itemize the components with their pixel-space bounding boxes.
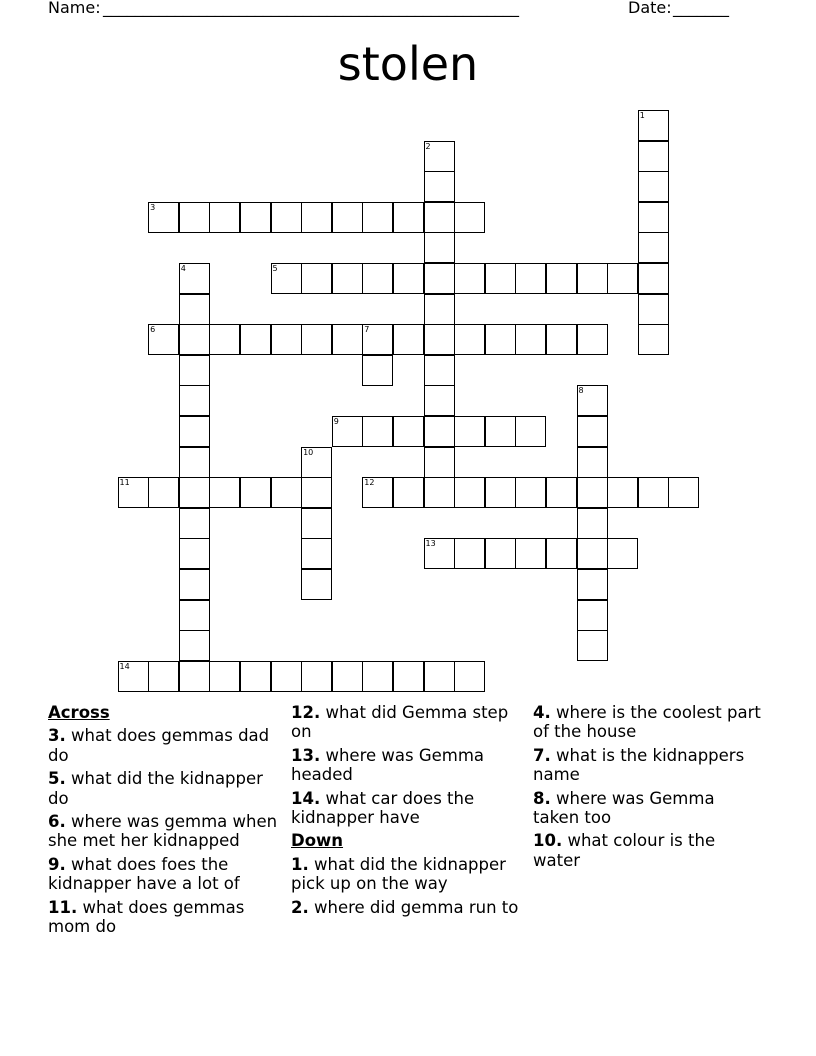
grid-cell[interactable]: [332, 263, 363, 294]
cell-number: 4: [180, 264, 186, 273]
grid-cell[interactable]: [515, 538, 546, 569]
grid-cell[interactable]: [209, 202, 240, 233]
cell-number: 14: [119, 661, 130, 671]
grid-cell[interactable]: [393, 477, 424, 508]
grid-cell[interactable]: [638, 477, 669, 508]
grid-cell[interactable]: [179, 600, 210, 631]
clue-number: 9.: [48, 854, 66, 874]
clue-text: what did Gemma step on: [291, 703, 509, 742]
clue-number: 11.: [48, 897, 78, 917]
clue-across-6: [48, 812, 280, 851]
date-label: Date:: [628, 0, 672, 17]
grid-cell[interactable]: [577, 538, 608, 569]
clue-text: where is the coolest part of the house: [533, 703, 761, 742]
grid-cell[interactable]: [301, 538, 332, 569]
grid-cell[interactable]: [240, 202, 271, 233]
grid-cell[interactable]: [424, 141, 455, 172]
grid-cell[interactable]: [148, 661, 179, 692]
grid-cell[interactable]: [271, 477, 302, 508]
clue-number: 3.: [48, 726, 66, 746]
clue-number: 1.: [291, 854, 309, 874]
grid-cell[interactable]: [393, 263, 424, 294]
grid-cell[interactable]: [209, 661, 240, 692]
clue-text: what does gemmas dad do: [48, 726, 270, 765]
grid-cell[interactable]: [546, 538, 577, 569]
clue-number: 13.: [291, 745, 321, 765]
clue-down-10: [533, 831, 765, 870]
grid-cell[interactable]: [362, 324, 393, 355]
grid-cell[interactable]: [485, 477, 516, 508]
grid-cell[interactable]: [179, 416, 210, 447]
grid-cell[interactable]: [362, 263, 393, 294]
clue-number: 2.: [291, 897, 309, 917]
grid-cell[interactable]: [179, 263, 210, 294]
grid-cell[interactable]: [240, 477, 271, 508]
grid-cell[interactable]: [301, 508, 332, 539]
grid-cell[interactable]: [454, 416, 485, 447]
clue-across-12: [291, 703, 523, 742]
grid-cell[interactable]: [668, 477, 699, 508]
clue-text: where was Gemma taken too: [533, 788, 715, 828]
cell-number: 11: [119, 478, 130, 488]
grid-cell[interactable]: [424, 171, 455, 202]
grid-cell[interactable]: [424, 294, 455, 325]
grid-cell[interactable]: [638, 141, 669, 172]
grid-cell[interactable]: [607, 477, 638, 508]
grid-cell[interactable]: [546, 477, 577, 508]
grid-cell[interactable]: [271, 661, 302, 692]
cell-number: 2: [425, 141, 431, 151]
grid-cell[interactable]: [179, 661, 210, 692]
grid-cell[interactable]: [332, 661, 363, 692]
grid-cell[interactable]: [179, 447, 210, 478]
grid-cell[interactable]: [454, 324, 485, 355]
grid-cell[interactable]: [179, 477, 210, 508]
clue-column-2: [291, 703, 523, 921]
across-heading: Across: [48, 703, 110, 722]
clue-down-8: [533, 789, 765, 828]
cell-number: 7: [364, 325, 370, 335]
grid-cell[interactable]: [515, 263, 546, 294]
grid-cell[interactable]: [148, 324, 179, 355]
grid-cell[interactable]: [301, 447, 332, 478]
grid-cell[interactable]: [638, 110, 669, 141]
cell-number: 5: [272, 264, 278, 273]
clue-text: where was Gemma headed: [291, 745, 485, 785]
grid-cell[interactable]: [638, 324, 669, 355]
grid-cell[interactable]: [118, 661, 149, 692]
grid-cell[interactable]: [209, 477, 240, 508]
clue-across-5: [48, 769, 280, 808]
grid-cell[interactable]: [301, 569, 332, 600]
grid-cell[interactable]: [179, 630, 210, 661]
clue-text: what did the kidnapper pick up on the way: [291, 854, 506, 894]
clue-down-4: [533, 703, 765, 742]
grid-cell[interactable]: [301, 661, 332, 692]
grid-cell[interactable]: [515, 416, 546, 447]
grid-cell[interactable]: [638, 171, 669, 202]
grid-cell[interactable]: [424, 355, 455, 386]
grid-cell[interactable]: [485, 416, 516, 447]
grid-cell[interactable]: [362, 355, 393, 386]
clue-text: what does gemmas mom do: [48, 897, 245, 937]
grid-cell[interactable]: [638, 294, 669, 325]
clue-text: what colour is the water: [533, 831, 716, 870]
grid-cell[interactable]: [362, 202, 393, 233]
grid-cell[interactable]: [546, 324, 577, 355]
cell-number: 13: [425, 539, 436, 549]
grid-cell[interactable]: [515, 324, 546, 355]
grid-cell[interactable]: [209, 324, 240, 355]
cell-number: 6: [150, 325, 156, 335]
cell-number: 9: [333, 417, 339, 426]
date-field[interactable]: _______: [673, 0, 729, 17]
grid-cell[interactable]: [577, 630, 608, 661]
grid-cell[interactable]: [179, 569, 210, 600]
clue-across-3: [48, 726, 280, 765]
puzzle-title: stolen: [337, 37, 479, 91]
grid-cell[interactable]: [424, 477, 455, 508]
clue-number: 4.: [533, 703, 551, 722]
clue-down-1: [291, 855, 523, 894]
clue-number: 5.: [48, 769, 66, 789]
grid-cell[interactable]: [240, 324, 271, 355]
clue-number: 10.: [533, 831, 563, 851]
grid-cell[interactable]: [424, 385, 455, 416]
grid-cell[interactable]: [424, 538, 455, 569]
grid-cell[interactable]: [577, 416, 608, 447]
grid-cell[interactable]: [638, 202, 669, 233]
grid-cell[interactable]: [577, 447, 608, 478]
grid-cell[interactable]: [332, 202, 363, 233]
grid-cell[interactable]: [332, 416, 363, 447]
grid-cell[interactable]: [607, 538, 638, 569]
grid-cell[interactable]: [607, 263, 638, 294]
grid-cell[interactable]: [393, 324, 424, 355]
clue-text: what did the kidnapper do: [48, 769, 263, 808]
grid-cell[interactable]: [179, 385, 210, 416]
grid-cell[interactable]: [577, 600, 608, 631]
grid-cell[interactable]: [362, 477, 393, 508]
grid-cell[interactable]: [179, 294, 210, 325]
grid-cell[interactable]: [179, 324, 210, 355]
cell-number: 12: [364, 478, 375, 488]
grid-cell[interactable]: [485, 263, 516, 294]
clue-down-2: [291, 898, 523, 917]
grid-cell[interactable]: [301, 324, 332, 355]
grid-cell[interactable]: [240, 661, 271, 692]
grid-cell[interactable]: [454, 477, 485, 508]
grid-cell[interactable]: [148, 202, 179, 233]
clue-across-11: [48, 898, 280, 937]
clue-across-9: [48, 855, 280, 894]
grid-cell[interactable]: [393, 661, 424, 692]
grid-cell[interactable]: [454, 661, 485, 692]
grid-cell[interactable]: [577, 508, 608, 539]
grid-cell[interactable]: [454, 263, 485, 294]
clue-text: what does foes the kidnapper have a lot of: [48, 854, 240, 894]
grid-cell[interactable]: [179, 508, 210, 539]
name-field[interactable]: ____________________________________________________: [103, 0, 519, 17]
clue-column-3: [533, 703, 765, 874]
grid-cell[interactable]: [118, 477, 149, 508]
cell-number: 10: [303, 447, 314, 457]
grid-cell[interactable]: [424, 232, 455, 263]
clue-number: 14.: [291, 788, 321, 808]
cell-number: 8: [578, 386, 584, 396]
grid-cell[interactable]: [362, 416, 393, 447]
grid-cell[interactable]: [362, 661, 393, 692]
clue-number: 8.: [533, 788, 551, 808]
cell-number: 1: [639, 111, 645, 120]
grid-cell[interactable]: [271, 263, 302, 294]
grid-cell[interactable]: [485, 538, 516, 569]
grid-cell[interactable]: [332, 324, 363, 355]
grid-cell[interactable]: [301, 202, 332, 233]
clue-number: 6.: [48, 812, 66, 832]
grid-cell[interactable]: [485, 324, 516, 355]
grid-cell[interactable]: [271, 202, 302, 233]
grid-cell[interactable]: [515, 477, 546, 508]
grid-cell[interactable]: [424, 263, 455, 294]
down-heading: Down: [291, 831, 344, 851]
clue-down-7: [533, 746, 765, 785]
grid-cell[interactable]: [577, 263, 608, 294]
name-label: Name:: [48, 0, 101, 17]
grid-cell[interactable]: [179, 355, 210, 386]
grid-cell[interactable]: [577, 324, 608, 355]
cell-number: 3: [150, 202, 156, 212]
grid-cell[interactable]: [148, 477, 179, 508]
grid-cell[interactable]: [577, 477, 608, 508]
grid-cell[interactable]: [577, 385, 608, 416]
grid-cell[interactable]: [424, 416, 455, 447]
grid-cell[interactable]: [424, 202, 455, 233]
clue-across-14: [291, 789, 523, 828]
grid-cell[interactable]: [301, 263, 332, 294]
grid-cell[interactable]: [638, 232, 669, 263]
clue-across-13: [291, 746, 523, 785]
grid-cell[interactable]: [179, 202, 210, 233]
grid-cell[interactable]: [393, 416, 424, 447]
clue-text: where did gemma run to: [314, 897, 519, 917]
grid-cell[interactable]: [393, 202, 424, 233]
grid-cell[interactable]: [546, 263, 577, 294]
grid-cell[interactable]: [454, 538, 485, 569]
grid-cell[interactable]: [577, 569, 608, 600]
clue-text: what car does the kidnapper have: [291, 788, 475, 828]
clue-text: what is the kidnappers name: [533, 745, 745, 785]
grid-cell[interactable]: [638, 263, 669, 294]
grid-cell[interactable]: [424, 324, 455, 355]
grid-cell[interactable]: [424, 661, 455, 692]
grid-cell[interactable]: [271, 324, 302, 355]
clue-number: 7.: [533, 745, 551, 765]
grid-cell[interactable]: [424, 447, 455, 478]
clue-text: where was gemma when she met her kidnapped: [48, 812, 278, 851]
grid-cell[interactable]: [301, 477, 332, 508]
grid-cell[interactable]: [179, 538, 210, 569]
grid-cell[interactable]: [454, 202, 485, 233]
clue-column-1: [48, 703, 280, 940]
clue-number: 12.: [291, 703, 321, 722]
